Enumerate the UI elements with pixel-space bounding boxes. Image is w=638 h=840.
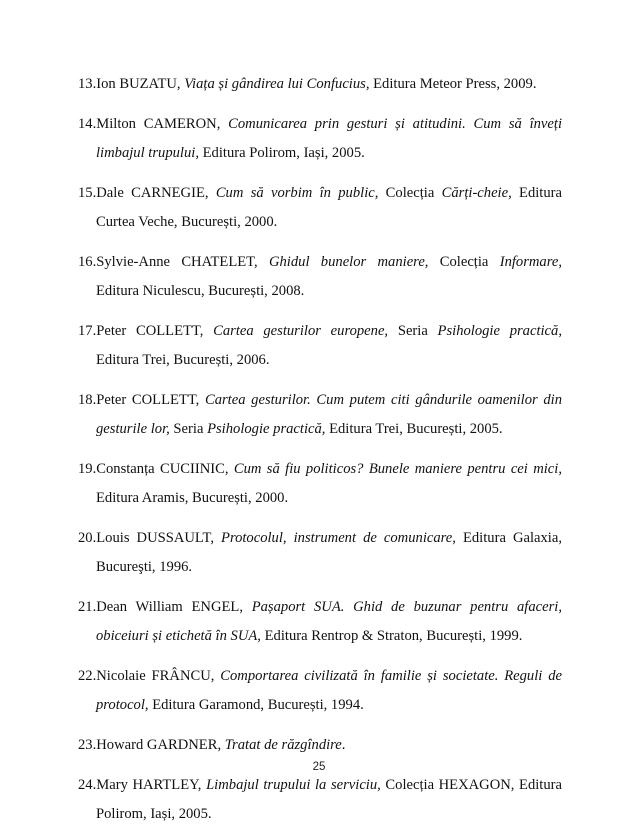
entry-number: 13.: [78, 76, 97, 92]
entry-number: 15.: [78, 185, 97, 201]
bibliography-entry: [78, 70, 562, 99]
entry-number: 17.: [78, 323, 97, 339]
entry-title-italic: Protocolul, instrument de comunicare: [221, 530, 453, 546]
entry-title-italic: Ghidul bunelor maniere,: [268, 254, 429, 270]
entry-text: Colecția: [428, 254, 500, 270]
entry-text: , Editura Galaxia, Bucureşti, 1996.: [96, 530, 562, 575]
entry-title-italic: Tratat de răzgîndire: [224, 737, 342, 753]
entry-text: Editura Polirom, Iași, 2005.: [198, 145, 365, 161]
entry-number: 24.: [78, 777, 97, 793]
entry-text: Editura Trei, București, 2005.: [325, 421, 503, 437]
entry-text: Howard GARDNER,: [96, 737, 225, 753]
entry-title-italic: Cartea gesturilor europene,: [213, 323, 389, 339]
entry-number: 19.: [78, 461, 97, 477]
entry-title-italic: Cărți-cheie,: [441, 185, 512, 201]
bibliography-entry: [78, 179, 562, 237]
entry-title-italic: Cartea gesturilor. Cum putem citi gândurile oamenilor din gesturile lor,: [96, 392, 562, 437]
entry-text: Editura Curtea Veche, București, 2000.: [96, 185, 563, 230]
entry-text: Editura Rentrop & Straton, București, 1999.: [260, 628, 523, 644]
bibliography-list: [78, 70, 562, 840]
entry-text: Seria: [388, 323, 438, 339]
entry-text: Ion BUZATU,: [96, 76, 185, 92]
entry-text: Peter COLLETT,: [96, 323, 214, 339]
entry-number: 22.: [78, 668, 97, 684]
bibliography-entry: [78, 731, 562, 760]
entry-text: Editura Garamond, București, 1994.: [148, 697, 364, 713]
bibliography-entry: [78, 317, 562, 375]
entry-text: Editura Trei, București, 2006.: [96, 352, 270, 368]
bibliography-entry: [78, 248, 562, 306]
bibliography-entry: [78, 662, 562, 720]
entry-text: Sylvie-Anne CHATELET,: [96, 254, 269, 270]
entry-title-italic: Limbajul trupului la serviciu,: [206, 777, 381, 793]
entry-title-italic: Cum să vorbim în public,: [215, 185, 379, 201]
entry-text: Mary HARTLEY,: [96, 777, 207, 793]
entry-title-italic: Pașaport SUA. Ghid de buzunar pentru afaceri, obiceiuri și etichetă în SUA,: [96, 599, 562, 644]
entry-number: 14.: [78, 116, 97, 132]
entry-title-italic: Comunicarea prin gesturi și atitudini. Cum să înveți limbajul trupului,: [96, 116, 562, 161]
entry-text: Louis DUSSAULT,: [96, 530, 222, 546]
bibliography-entry: [78, 110, 562, 168]
page-number: 25: [312, 761, 326, 773]
entry-text: .: [341, 737, 346, 753]
entry-number: 23.: [78, 737, 97, 753]
entry-number: 18.: [78, 392, 97, 408]
entry-text: Editura Aramis, București, 2000.: [96, 490, 289, 506]
entry-number: 16.: [78, 254, 97, 270]
entry-text: Constanța CUCIINIC,: [96, 461, 234, 477]
entry-text: , Editura Niculescu, București, 2008.: [96, 254, 562, 299]
bibliography-entry: [78, 524, 562, 582]
bibliography-entry: [78, 386, 562, 444]
bibliography-entry: [78, 455, 562, 513]
entry-title-italic: Psihologie practică,: [207, 421, 326, 437]
entry-text: Editura Meteor Press, 2009.: [369, 76, 537, 92]
entry-number: 21.: [78, 599, 97, 615]
entry-title-italic: Cum să fiu politicos? Bunele maniere pentru cei mici,: [233, 461, 562, 477]
entry-text: Dean William ENGEL,: [96, 599, 252, 615]
entry-title-italic: Psihologie practică,: [437, 323, 562, 339]
entry-text: Peter COLLETT,: [96, 392, 205, 408]
entry-text: Colecția HEXAGON, Editura Polirom, Iași, 2005.: [96, 777, 562, 822]
entry-title-italic: Viața și gândirea lui Confucius,: [184, 76, 370, 92]
entry-number: 20.: [78, 530, 97, 546]
entry-text: Milton CAMERON,: [96, 116, 229, 132]
entry-text: Dale CARNEGIE,: [96, 185, 216, 201]
entry-title-italic: Informare: [499, 254, 559, 270]
bibliography-entry: [78, 771, 562, 829]
entry-text: Colecția: [378, 185, 442, 201]
bibliography-entry: [78, 593, 562, 651]
entry-title-italic: Comportarea civilizată în familie și societate. Reguli de protocol,: [96, 668, 562, 713]
entry-text: Nicolaie FRÂNCU,: [96, 668, 221, 684]
entry-text: Seria: [169, 421, 208, 437]
